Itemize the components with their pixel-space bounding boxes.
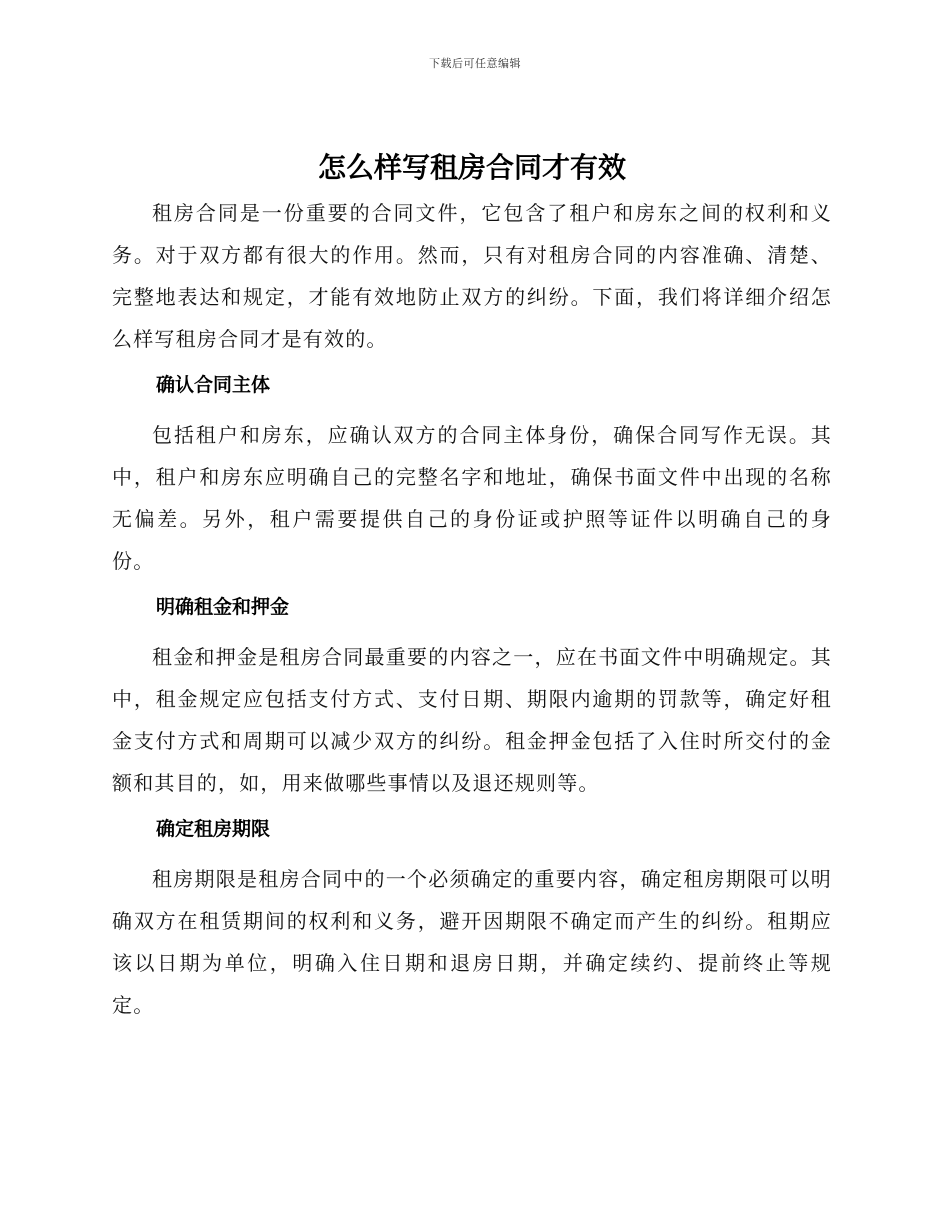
section-body-contract-parties: 包括租户和房东，应确认双方的合同主体身份，确保合同写作无误。其中，租户和房东应明确自己的完整名字和地址，确保书面文件中出现的名称无偏差。另外，租户需要提供自己的身份证或护照等证件以明确自己的身份。 — [112, 423, 832, 573]
document-content — [112, 146, 832, 1032]
intro-paragraph: 租房合同是一份重要的合同文件，它包含了租户和房东之间的权利和义务。对于双方都有很大的作用。然而，只有对租房合同的内容准确、清楚、完整地表达和规定，才能有效地防止双方的纠纷。下面，我们将详细介绍怎么样写租房合同才是有效的。 — [112, 201, 832, 351]
section-body-lease-term: 租房期限是租房合同中的一个必须确定的重要内容，确定租房期限可以明确双方在租赁期间的权利和义务，避开因期限不确定而产生的纠纷。租期应该以日期为单位，明确入住日期和退房日期，并确定续约、提前终止等规定。 — [112, 867, 832, 1017]
header-note: 下载后可任意编辑 — [429, 57, 521, 70]
section-heading-contract-parties: 确认合同主体 — [156, 374, 271, 396]
section-body-rent-deposit: 租金和押金是租房合同最重要的内容之一，应在书面文件中明确规定。其中，租金规定应包括支付方式、支付日期、期限内逾期的罚款等，确定好租金支付方式和周期可以减少双方的纠纷。租金押金包括了入住时所交付的金额和其目的，如，用来做哪些事情以及退还规则等。 — [112, 645, 832, 795]
document-title: 怎么样写租房合同才有效 — [317, 151, 626, 184]
section-heading-lease-term: 确定租房期限 — [156, 818, 271, 840]
section-heading-rent-deposit: 明确租金和押金 — [156, 596, 290, 618]
